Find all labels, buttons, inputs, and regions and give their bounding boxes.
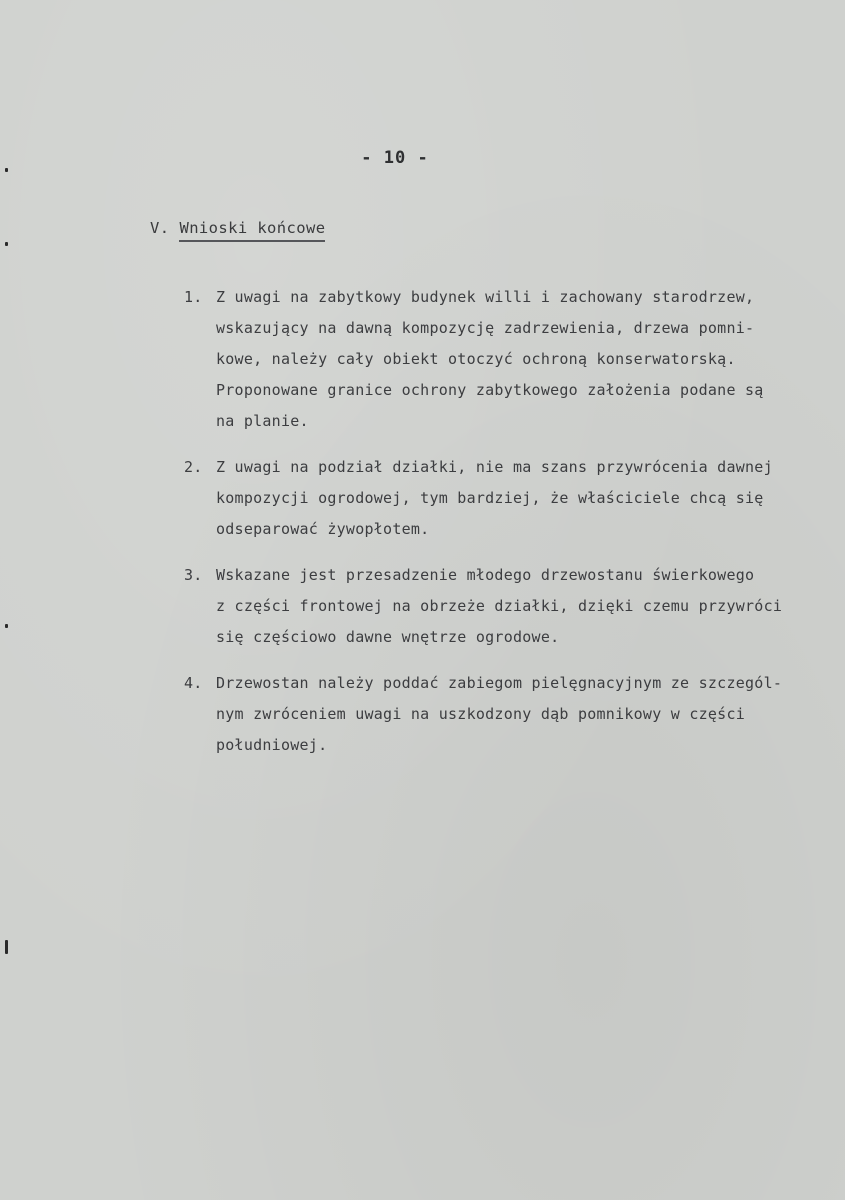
item-text: Z uwagi na podział działki, nie ma szans przywrócenia dawnej kompozycji ogrodowej, tym bardziej, że właściciele chcą się odseparować żywopłotem. xyxy=(216,458,773,538)
margin-mark xyxy=(5,624,8,628)
item-number: 2. xyxy=(184,458,203,476)
list-item xyxy=(180,282,820,437)
section-heading xyxy=(150,219,325,237)
page-number: - 10 - xyxy=(361,148,429,168)
margin-mark xyxy=(5,940,8,954)
margin-mark xyxy=(5,242,8,246)
margin-mark xyxy=(5,168,8,172)
section-title: Wnioski końcowe xyxy=(179,219,325,242)
item-text: Z uwagi na zabytkowy budynek willi i zachowany starodrzew, wskazujący na dawną kompozycję zadrzewienia, drzewa pomni- kowe, należy cały obiekt otoczyć ochroną konserwatorską. Proponowane granice ochrony zabytkowego założenia podane są na planie. xyxy=(216,288,764,430)
list-item xyxy=(180,668,820,761)
section-number: V. xyxy=(150,219,170,237)
item-number: 1. xyxy=(184,288,203,306)
item-number: 4. xyxy=(184,674,203,692)
conclusions-list xyxy=(180,282,820,776)
item-number: 3. xyxy=(184,566,203,584)
item-text: Drzewostan należy poddać zabiegom pielęgnacyjnym ze szczegól- nym zwróceniem uwagi na uszkodzony dąb pomnikowy w części południowej. xyxy=(216,674,783,754)
list-item xyxy=(180,452,820,545)
item-text: Wskazane jest przesadzenie młodego drzewostanu świerkowego z części frontowej na obrzeże działki, dzięki czemu przywróci się częściowo dawne wnętrze ogrodowe. xyxy=(216,566,783,646)
list-item xyxy=(180,560,820,653)
